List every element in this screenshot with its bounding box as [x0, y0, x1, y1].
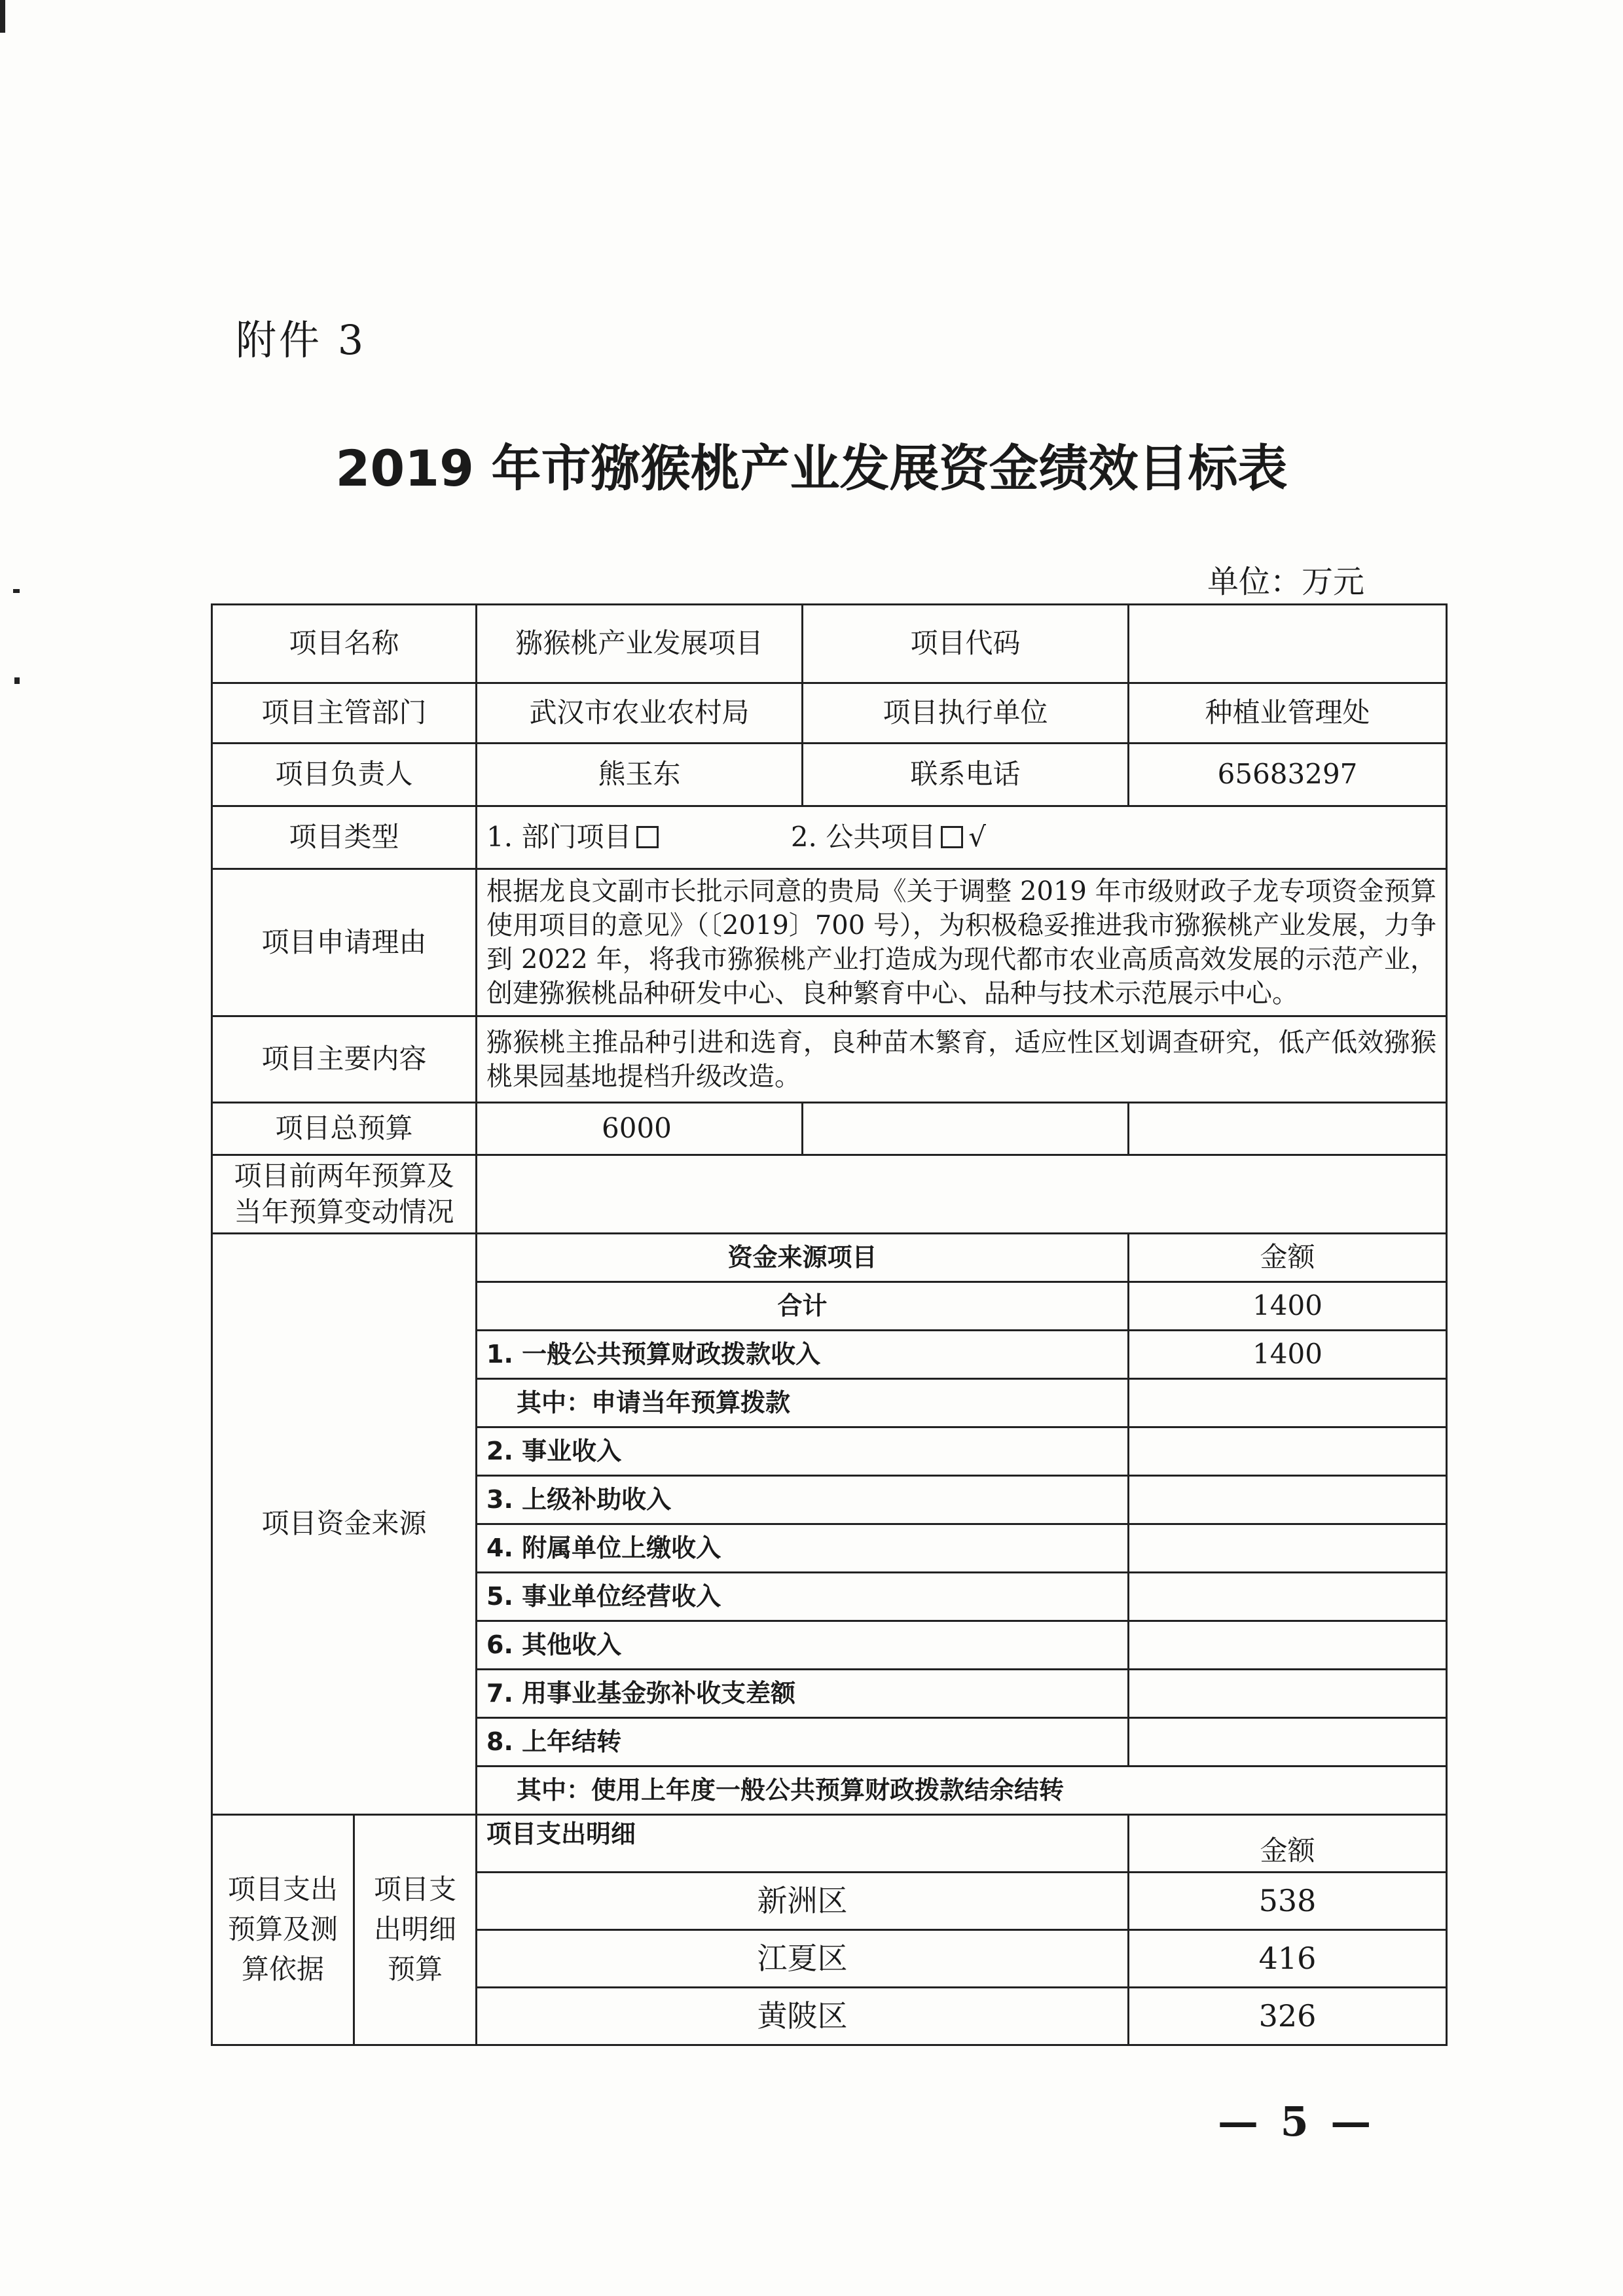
funding-row-item: 其中：使用上年度一般公共预算财政拨款结余结转	[477, 1767, 1447, 1815]
table-row	[212, 806, 1447, 869]
left-edge-dot-2	[14, 677, 20, 684]
funding-row-amount: 1400	[1129, 1282, 1447, 1331]
funding-row-item: 8. 上年结转	[477, 1718, 1129, 1767]
table-row	[212, 1815, 1447, 1873]
expenditure-inner-label: 项目支出明细预算	[354, 1815, 477, 2045]
prev-budget-value	[477, 1155, 1447, 1234]
project-code-value	[1129, 605, 1447, 683]
funding-row-amount	[1129, 1476, 1447, 1524]
funding-header-amount: 金额	[1129, 1234, 1447, 1282]
left-edge-dot	[13, 589, 20, 593]
type-option-dept	[486, 821, 664, 853]
prev-budget-label: 项目前两年预算及当年预算变动情况	[212, 1155, 477, 1234]
type-option-public-label: 2. 公共项目	[790, 821, 936, 853]
checkbox-public	[941, 826, 963, 848]
dept-label: 项目主管部门	[212, 683, 477, 744]
expenditure-row-amount: 326	[1129, 1988, 1447, 2045]
reason-label: 项目申请理由	[212, 869, 477, 1016]
funding-row-item: 其中：申请当年预算拨款	[477, 1379, 1129, 1427]
table-row	[212, 683, 1447, 744]
table-row	[212, 1155, 1447, 1234]
funding-row-amount	[1129, 1573, 1447, 1621]
phone-label: 联系电话	[803, 744, 1129, 806]
expenditure-header-item: 项目支出明细	[477, 1815, 1129, 1873]
expenditure-header-amount: 金额	[1129, 1815, 1447, 1873]
content-text: 猕猴桃主推品种引进和选育，良种苗木繁育，适应性区划调查研究，低产低效猕猴桃果园基地提档升级改造。	[477, 1016, 1447, 1103]
page-number: — 5 —	[1218, 2098, 1376, 2145]
expenditure-row-item: 江夏区	[477, 1930, 1129, 1988]
funding-row-item: 5. 事业单位经营收入	[477, 1573, 1129, 1621]
table-row	[212, 744, 1447, 806]
exec-unit-value: 种植业管理处	[1129, 683, 1447, 744]
unit-label: 单位：万元	[1207, 564, 1364, 600]
leader-value: 熊玉东	[477, 744, 803, 806]
table-row	[212, 605, 1447, 683]
table-row	[212, 1016, 1447, 1103]
funding-header-item: 资金来源项目	[477, 1234, 1129, 1282]
funding-row-amount	[1129, 1621, 1447, 1670]
funding-row-amount	[1129, 1524, 1447, 1573]
type-label: 项目类型	[212, 806, 477, 869]
leader-label: 项目负责人	[212, 744, 477, 806]
type-options	[477, 806, 1447, 869]
project-name-label: 项目名称	[212, 605, 477, 683]
funding-row-amount	[1129, 1427, 1447, 1476]
type-option-dept-label: 1. 部门项目	[486, 821, 632, 853]
left-edge-mark	[0, 0, 5, 33]
budget-label: 项目总预算	[212, 1103, 477, 1155]
table-row	[212, 1234, 1447, 1282]
funding-row-item: 3. 上级补助收入	[477, 1476, 1129, 1524]
funding-row-item: 2. 事业收入	[477, 1427, 1129, 1476]
funding-row-item: 7. 用事业基金弥补收支差额	[477, 1670, 1129, 1718]
page-title: 2019 年市猕猴桃产业发展资金绩效目标表	[335, 439, 1288, 497]
table-row	[212, 1103, 1447, 1155]
funding-row-item: 4. 附属单位上缴收入	[477, 1524, 1129, 1573]
performance-target-table	[211, 603, 1448, 2046]
expenditure-row-item: 新洲区	[477, 1873, 1129, 1930]
funding-row-amount	[1129, 1670, 1447, 1718]
content-label: 项目主要内容	[212, 1016, 477, 1103]
funding-label: 项目资金来源	[212, 1234, 477, 1815]
budget-empty-cell	[1129, 1103, 1447, 1155]
expenditure-row-amount: 416	[1129, 1930, 1447, 1988]
funding-row-amount: 1400	[1129, 1331, 1447, 1379]
funding-row-item: 1. 一般公共预算财政拨款收入	[477, 1331, 1129, 1379]
funding-row-item: 6. 其他收入	[477, 1621, 1129, 1670]
phone-value: 65683297	[1129, 744, 1447, 806]
funding-row-item: 合计	[477, 1282, 1129, 1331]
dept-value: 武汉市农业农村局	[477, 683, 803, 744]
attachment-label: 附件 3	[236, 316, 367, 364]
reason-text: 根据龙良文副市长批示同意的贵局《关于调整 2019 年市级财政子龙专项资金预算使用项目的意见》（〔2019〕700 号），为积极稳妥推进我市猕猴桃产业发展，力争到 2022 年，将我市猕猴桃产业打造成为现代都市农业高质高效发展的示范产业，创建猕猴桃品种研发中心、良种繁育中心、品种与技术示范展示中心。	[477, 869, 1447, 1016]
budget-value: 6000	[477, 1103, 803, 1155]
expenditure-row-amount: 538	[1129, 1873, 1447, 1930]
project-code-label: 项目代码	[803, 605, 1129, 683]
exec-unit-label: 项目执行单位	[803, 683, 1129, 744]
project-name-value: 猕猴桃产业发展项目	[477, 605, 803, 683]
type-option-public	[791, 821, 986, 853]
budget-empty-cell	[803, 1103, 1129, 1155]
checkbox-dept	[636, 826, 659, 848]
expenditure-row-item: 黄陂区	[477, 1988, 1129, 2045]
table-row	[212, 869, 1447, 1016]
checkmark-icon: √	[968, 821, 987, 853]
funding-row-amount	[1129, 1718, 1447, 1767]
funding-row-amount	[1129, 1379, 1447, 1427]
expenditure-outer-label: 项目支出预算及测算依据	[212, 1815, 354, 2045]
